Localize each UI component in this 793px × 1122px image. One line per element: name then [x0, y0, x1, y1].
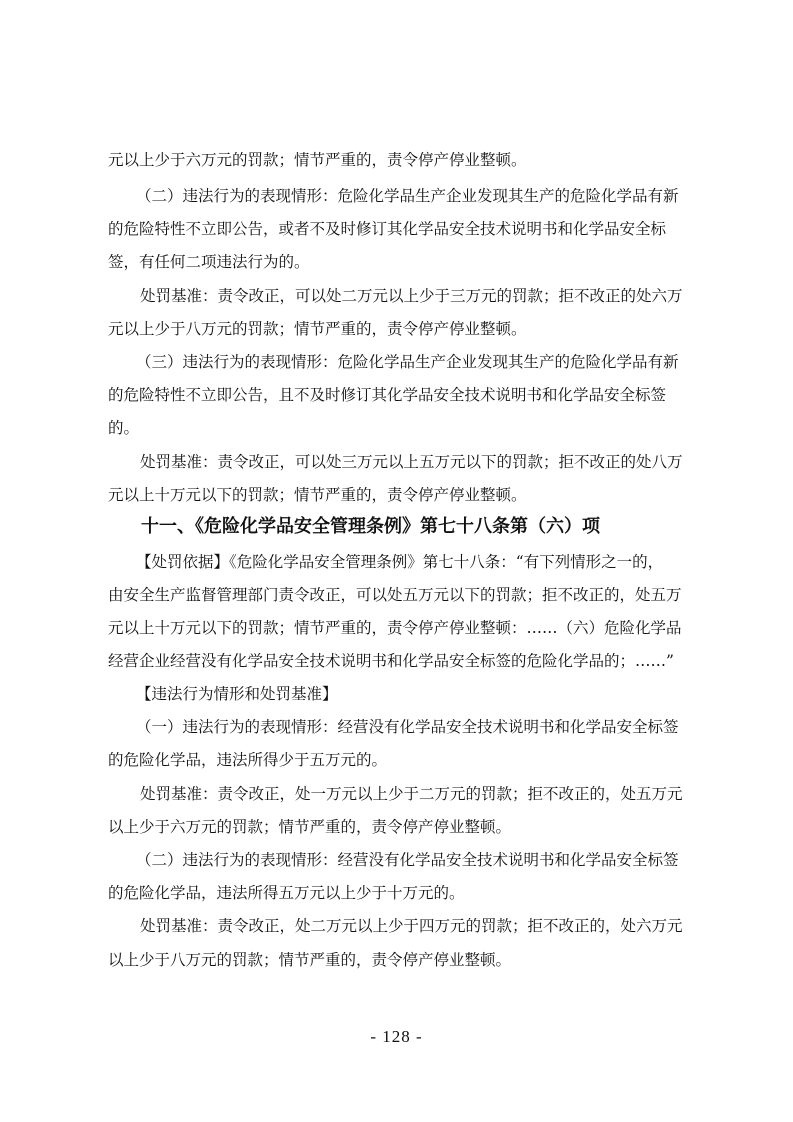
body-text-line: （二）违法行为的表现情形：危险化学品生产企业发现其生产的危险化学品有新 — [136, 187, 679, 205]
body-text-line: 元以上少于八万元的罚款；情节严重的，责令停产停业整顿。 — [108, 320, 527, 338]
body-text-line: 经营企业经营没有化学品安全技术说明书和化学品安全标签的危险化学品的；……” — [108, 652, 674, 670]
page-number: - 128 - — [370, 1027, 423, 1046]
body-text-line: 的。 — [108, 419, 140, 437]
body-text-line: 元以上十万元以下的罚款；情节严重的，责令停产停业整顿。 — [108, 486, 527, 504]
body-text-line: 由安全生产监督管理部门责令改正，可以处五万元以下的罚款；拒不改正的，处五万 — [108, 586, 682, 604]
body-text-line: 处罚基准：责令改正，可以处二万元以上少于三万元的罚款；拒不改正的处六万 — [140, 287, 683, 305]
body-text-line: 处罚基准：责令改正，处一万元以上少于二万元的罚款；拒不改正的，处五万元 — [140, 785, 683, 803]
body-text-line: （一）违法行为的表现情形：经营没有化学品安全技术说明书和化学品安全标签 — [136, 718, 679, 736]
subsection-label: 【违法行为情形和处罚基准】 — [136, 685, 338, 703]
body-text-line: 的危险特性不立即公告，或者不及时修订其化学品安全技术说明书和化学品安全标 — [108, 220, 667, 238]
body-text-line: 【处罚依据】《危险化学品安全管理条例》第七十八条：“有下列情形之一的， — [136, 553, 664, 571]
section-heading: 十一、《危险化学品安全管理条例》第七十八条第（六）项 — [141, 516, 600, 537]
body-text-line: （二）违法行为的表现情形：经营没有化学品安全技术说明书和化学品安全标签 — [136, 851, 679, 869]
body-text-line: 以上少于八万元的罚款；情节严重的，责令停产停业整顿。 — [108, 951, 512, 969]
body-text-line: 元以上十万元以下的罚款；情节严重的，责令停产停业整顿：……（六）危险化学品 — [108, 619, 682, 637]
body-text-line: （三）违法行为的表现情形：危险化学品生产企业发现其生产的危险化学品有新 — [136, 353, 679, 371]
body-text-line: 处罚基准：责令改正，处二万元以上少于四万元的罚款；拒不改正的，处六万元 — [140, 917, 683, 935]
body-text-line: 处罚基准：责令改正，可以处三万元以上五万元以下的罚款；拒不改正的处八万 — [140, 453, 683, 471]
body-text-line: 签，有任何二项违法行为的。 — [108, 253, 310, 271]
body-text-line: 的危险化学品，违法所得少于五万元的。 — [108, 751, 388, 769]
body-text-line: 的危险特性不立即公告，且不及时修订其化学品安全技术说明书和化学品安全标签 — [108, 386, 667, 404]
body-text-line: 元以上少于六万元的罚款；情节严重的，责令停产停业整顿。 — [108, 151, 527, 169]
body-text-line: 的危险化学品，违法所得五万元以上少于十万元的。 — [108, 884, 465, 902]
body-text-line: 以上少于六万元的罚款；情节严重的，责令停产停业整顿。 — [108, 818, 512, 836]
